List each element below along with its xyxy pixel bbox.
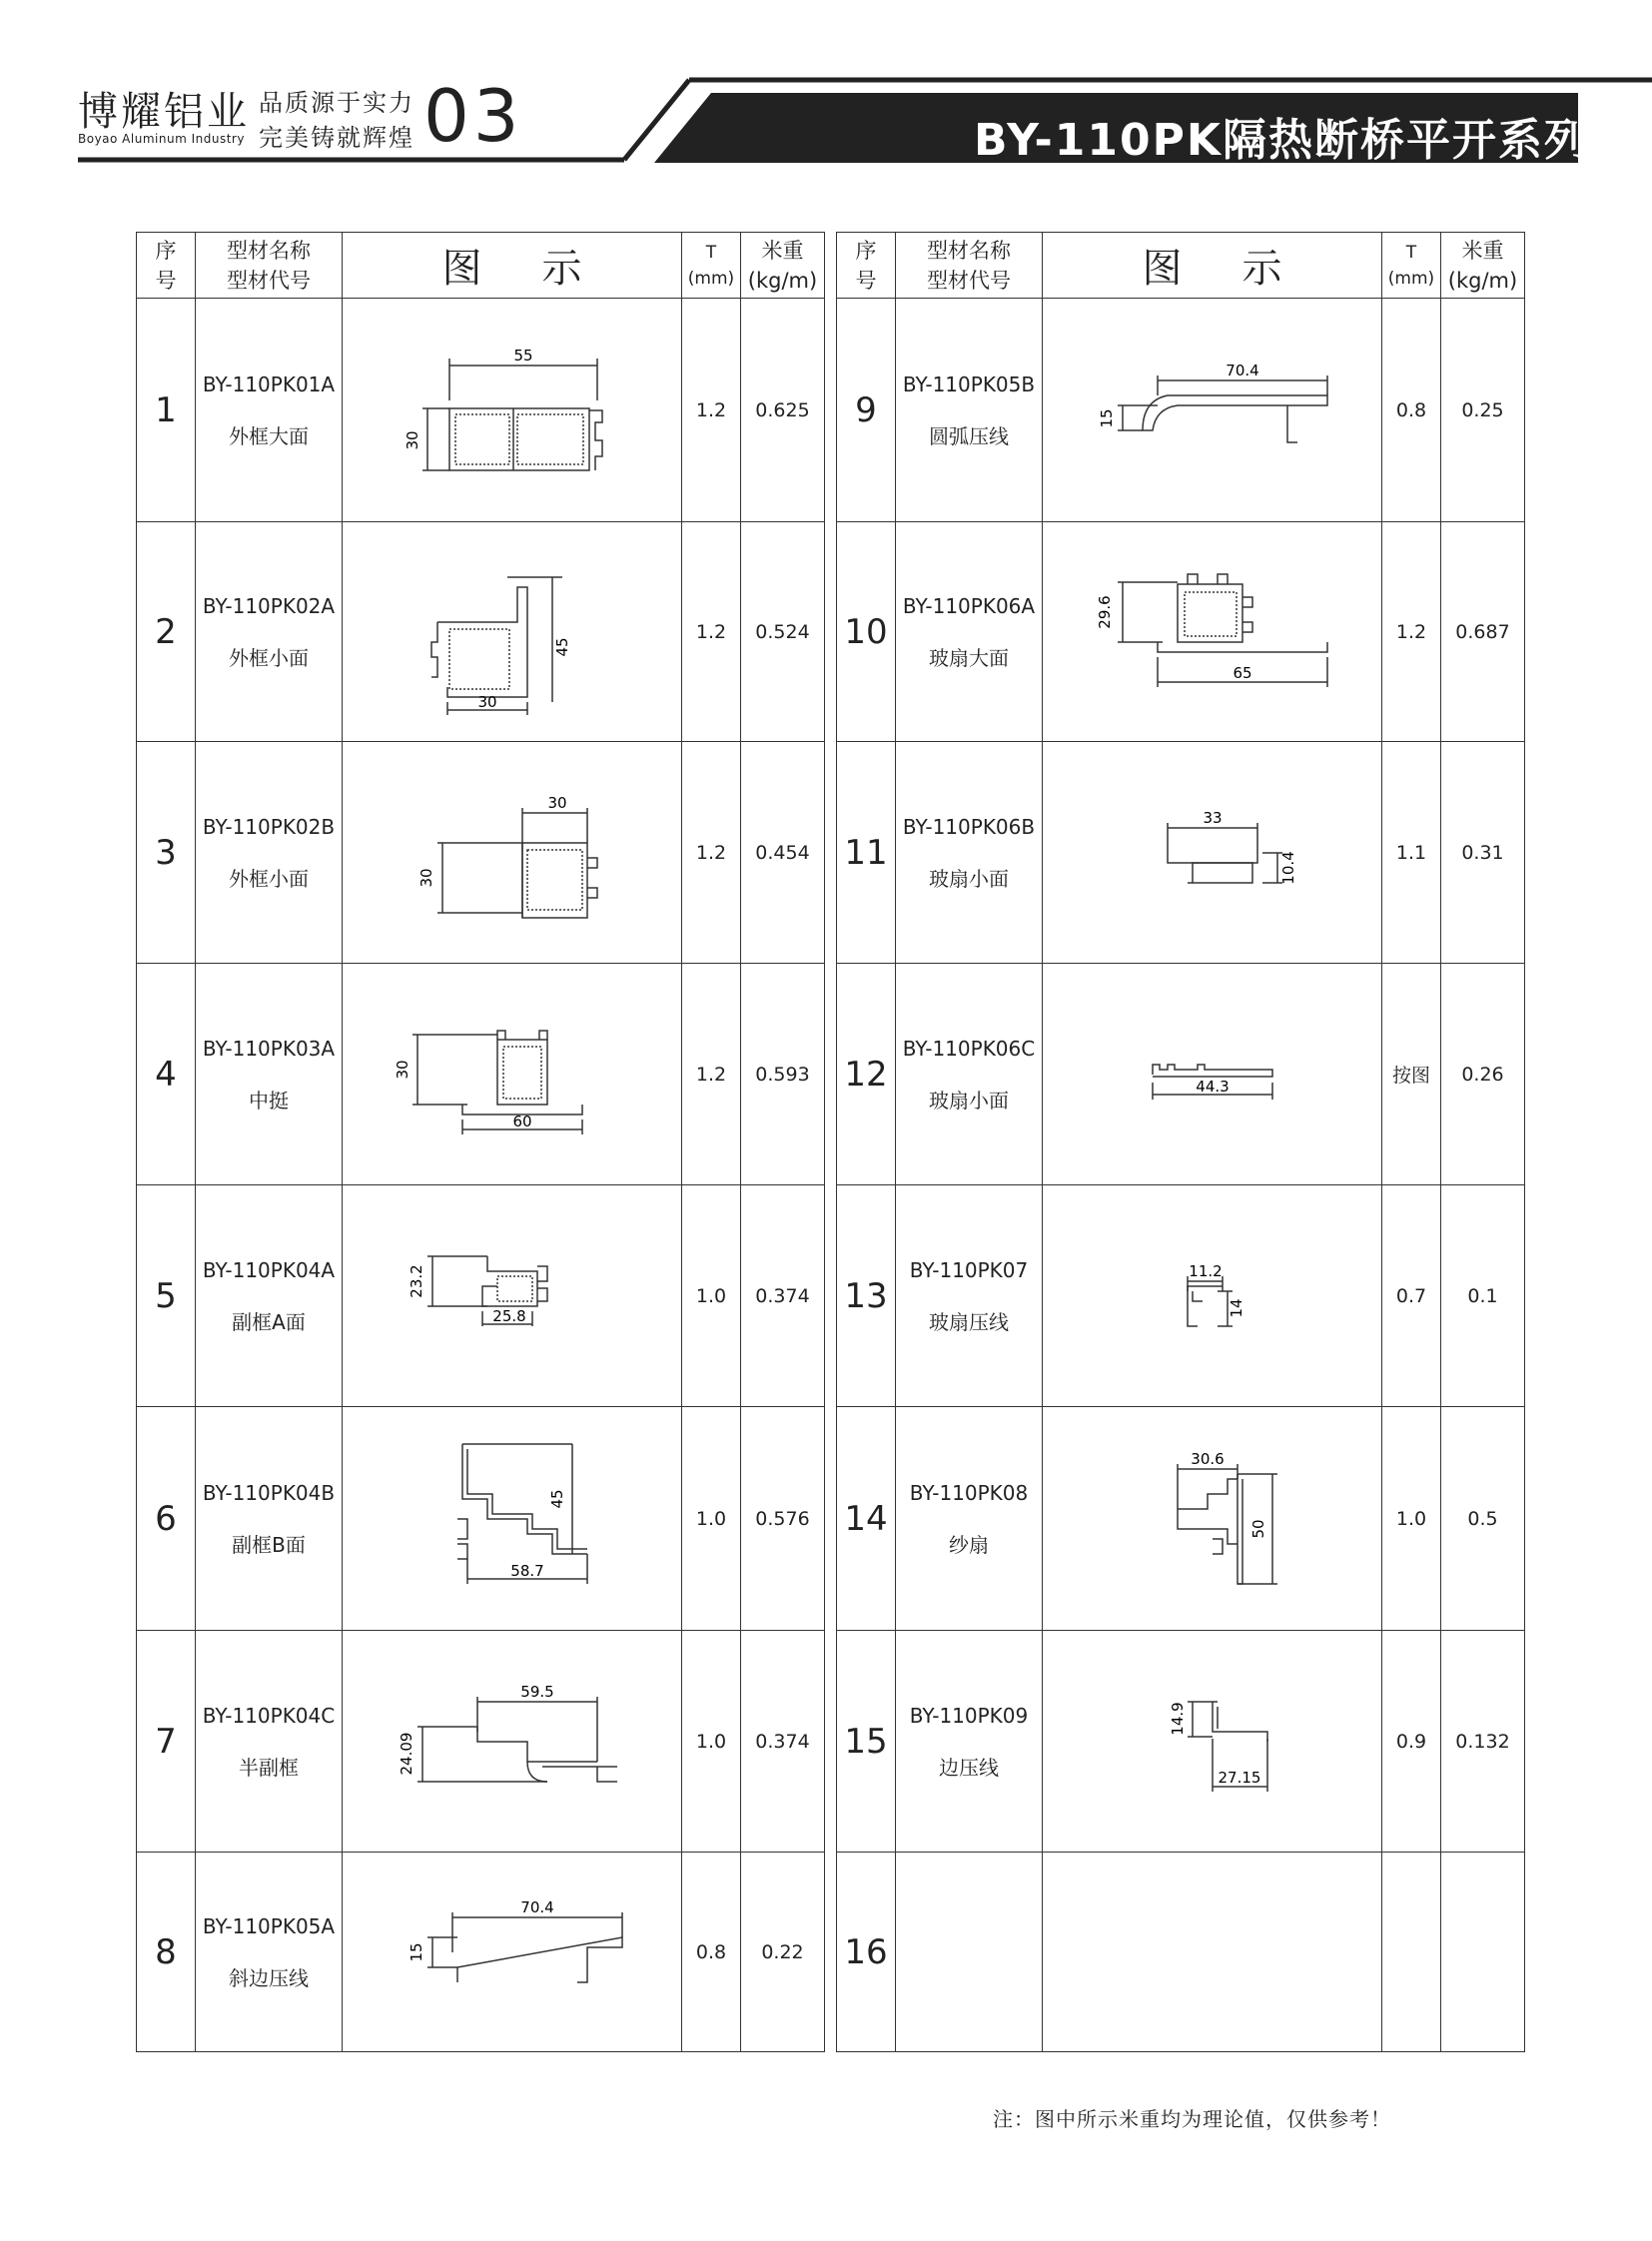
- weight-value: 0.374: [741, 1631, 825, 1853]
- profile-name: BY-110PK03A 中挺: [196, 964, 343, 1185]
- profile-diagram: [343, 1185, 682, 1407]
- table-row: [137, 742, 825, 964]
- svg-text:14.9: 14.9: [1168, 1701, 1187, 1736]
- thickness-value: 1.1: [1382, 742, 1441, 964]
- weight-value: 0.1: [1441, 1185, 1525, 1407]
- table-row: [137, 1631, 825, 1853]
- weight-value: [1441, 1853, 1525, 2052]
- profile-drawing: [388, 1429, 637, 1609]
- svg-text:14: 14: [1227, 1297, 1245, 1318]
- weight-value: 0.576: [741, 1407, 825, 1631]
- profile-drawing: [1088, 1246, 1337, 1346]
- thickness-value: [1382, 1853, 1441, 2052]
- profile-name: BY-110PK09 边压线: [896, 1631, 1043, 1853]
- svg-text:10.4: 10.4: [1278, 850, 1297, 885]
- table-row: [837, 299, 1525, 522]
- table-row: [137, 522, 825, 742]
- profile-name: [896, 1853, 1043, 2052]
- profile-table-right: [836, 232, 1525, 2052]
- thickness-value: 1.0: [682, 1185, 741, 1407]
- weight-value: 0.22: [741, 1853, 825, 2052]
- svg-text:58.7: 58.7: [509, 1561, 544, 1580]
- profile-diagram: [1043, 1407, 1382, 1631]
- profile-table-left: [136, 232, 825, 2052]
- slogan-line-1: 品质源于实力: [259, 89, 414, 117]
- weight-value: 0.31: [1441, 742, 1525, 964]
- series-title: BY-110PK隔热断桥平开系列: [974, 115, 1590, 166]
- thickness-value: 1.0: [682, 1407, 741, 1631]
- brand-name-en: Boyao Aluminum Industry: [78, 132, 245, 146]
- header-diagram: 图示: [1043, 233, 1382, 299]
- profile-diagram: [1043, 964, 1382, 1185]
- row-number: 13: [837, 1185, 896, 1407]
- header-name: 型材名称 型材代号: [196, 233, 343, 299]
- svg-text:15: 15: [407, 1941, 425, 1962]
- header-seq: 序 号: [137, 233, 196, 299]
- svg-text:11.2: 11.2: [1188, 1261, 1223, 1280]
- slogan-line-2: 完美铸就辉煌: [259, 124, 414, 152]
- table-row: [137, 1185, 825, 1407]
- profile-drawing: [388, 768, 637, 938]
- thickness-value: 按图: [1382, 964, 1441, 1185]
- profile-name: BY-110PK01A 外框大面: [196, 299, 343, 522]
- weight-value: 0.132: [1441, 1631, 1525, 1853]
- svg-text:23.2: 23.2: [407, 1263, 425, 1298]
- weight-value: 0.593: [741, 964, 825, 1185]
- thickness-value: 1.2: [1382, 522, 1441, 742]
- row-number: 6: [137, 1407, 196, 1631]
- thickness-value: 0.8: [682, 1853, 741, 2052]
- svg-text:50: 50: [1248, 1518, 1267, 1539]
- row-number: 2: [137, 522, 196, 742]
- profile-drawing: [1088, 1434, 1337, 1604]
- svg-text:24.09: 24.09: [397, 1732, 415, 1775]
- table-row: [137, 299, 825, 522]
- weight-value: 0.5: [1441, 1407, 1525, 1631]
- thickness-value: 0.7: [1382, 1185, 1441, 1407]
- profile-diagram: [343, 522, 682, 742]
- svg-text:27.15: 27.15: [1218, 1768, 1260, 1787]
- row-number: 10: [837, 522, 896, 742]
- page-number: 03: [423, 74, 523, 158]
- thickness-value: 0.9: [1382, 1631, 1441, 1853]
- weight-value: 0.625: [741, 299, 825, 522]
- profile-name: BY-110PK06C 玻扇小面: [896, 964, 1043, 1185]
- weight-value: 0.26: [1441, 964, 1525, 1185]
- profile-diagram: [1043, 742, 1382, 964]
- table-row: [837, 1407, 1525, 1631]
- profile-drawing: [1088, 798, 1337, 908]
- table-row: [137, 964, 825, 1185]
- profile-diagram: [343, 1853, 682, 2052]
- row-number: 5: [137, 1185, 196, 1407]
- svg-text:30: 30: [393, 1059, 412, 1080]
- profile-name: BY-110PK04B 副框B面: [196, 1407, 343, 1631]
- svg-text:55: 55: [512, 346, 533, 365]
- profile-name: BY-110PK06A 玻扇大面: [896, 522, 1043, 742]
- table-row: [837, 964, 1525, 1185]
- thickness-value: 1.2: [682, 742, 741, 964]
- svg-text:30: 30: [403, 429, 421, 450]
- profile-name: BY-110PK07 玻扇压线: [896, 1185, 1043, 1407]
- header-thickness: T (mm): [682, 233, 741, 299]
- profile-drawing: [1088, 552, 1337, 712]
- profile-diagram: [343, 299, 682, 522]
- svg-text:25.8: 25.8: [491, 1306, 526, 1325]
- table-header-row: [837, 233, 1525, 299]
- svg-text:30: 30: [476, 692, 497, 711]
- profile-diagram: [343, 1407, 682, 1631]
- weight-value: 0.687: [1441, 522, 1525, 742]
- row-number: 9: [837, 299, 896, 522]
- header-diagram: 图示: [343, 233, 682, 299]
- row-number: 12: [837, 964, 896, 1185]
- svg-text:70.4: 70.4: [519, 1897, 554, 1916]
- svg-text:15: 15: [1097, 407, 1116, 428]
- profile-diagram: [1043, 1853, 1382, 2052]
- table-row: [837, 1185, 1525, 1407]
- svg-text:30: 30: [416, 867, 435, 888]
- table-row: [837, 742, 1525, 964]
- header-name: 型材名称 型材代号: [896, 233, 1043, 299]
- svg-text:60: 60: [511, 1112, 532, 1130]
- profile-drawing: [1088, 1035, 1337, 1115]
- profile-name: BY-110PK08 纱扇: [896, 1407, 1043, 1631]
- svg-text:30.6: 30.6: [1190, 1449, 1225, 1468]
- profile-drawing: [388, 1226, 637, 1366]
- brand-name-cn: 博耀铝业: [78, 89, 250, 135]
- row-number: 8: [137, 1853, 196, 2052]
- profile-diagram: [1043, 522, 1382, 742]
- profile-diagram: [343, 964, 682, 1185]
- weight-value: 0.524: [741, 522, 825, 742]
- weight-value: 0.25: [1441, 299, 1525, 522]
- profile-name: BY-110PK05B 圆弧压线: [896, 299, 1043, 522]
- row-number: 1: [137, 299, 196, 522]
- profile-name: BY-110PK06B 玻扇小面: [896, 742, 1043, 964]
- profile-name: BY-110PK02A 外框小面: [196, 522, 343, 742]
- profile-diagram: [343, 742, 682, 964]
- table-header-row: [137, 233, 825, 299]
- row-number: 7: [137, 1631, 196, 1853]
- table-row: [837, 1853, 1525, 2052]
- header-thickness: T (mm): [1382, 233, 1441, 299]
- svg-text:33: 33: [1202, 808, 1223, 827]
- profile-drawing: [1088, 1667, 1337, 1817]
- profile-diagram: [343, 1631, 682, 1853]
- thickness-value: 1.0: [1382, 1407, 1441, 1631]
- weight-value: 0.374: [741, 1185, 825, 1407]
- row-number: 11: [837, 742, 896, 964]
- row-number: 4: [137, 964, 196, 1185]
- table-row: [137, 1407, 825, 1631]
- thickness-value: 1.2: [682, 299, 741, 522]
- svg-text:70.4: 70.4: [1225, 361, 1259, 379]
- profile-name: BY-110PK04C 半副框: [196, 1631, 343, 1853]
- profile-drawing: [388, 547, 637, 717]
- profile-drawing: [388, 995, 637, 1154]
- table-row: [837, 522, 1525, 742]
- row-number: 16: [837, 1853, 896, 2052]
- row-number: 3: [137, 742, 196, 964]
- table-row: [837, 1631, 1525, 1853]
- profile-diagram: [1043, 299, 1382, 522]
- footer-note: 注：图中所示米重均为理论值，仅供参考！: [993, 2107, 1391, 2131]
- thickness-value: 1.0: [682, 1631, 741, 1853]
- profile-drawing: [388, 331, 637, 490]
- svg-text:29.6: 29.6: [1095, 594, 1114, 629]
- profile-drawing: [388, 1672, 637, 1812]
- profile-name: BY-110PK04A 副框A面: [196, 1185, 343, 1407]
- header-weight: 米重 (kg/m): [741, 233, 825, 299]
- header-seq: 序 号: [837, 233, 896, 299]
- thickness-value: 1.2: [682, 522, 741, 742]
- svg-text:44.3: 44.3: [1195, 1077, 1230, 1096]
- profile-drawing: [388, 1892, 637, 2012]
- profile-name: BY-110PK02B 外框小面: [196, 742, 343, 964]
- profile-diagram: [1043, 1631, 1382, 1853]
- thickness-value: 1.2: [682, 964, 741, 1185]
- header-weight: 米重 (kg/m): [1441, 233, 1525, 299]
- weight-value: 0.454: [741, 742, 825, 964]
- profile-diagram: [1043, 1185, 1382, 1407]
- table-row: [137, 1853, 825, 2052]
- row-number: 15: [837, 1631, 896, 1853]
- row-number: 14: [837, 1407, 896, 1631]
- svg-text:59.5: 59.5: [519, 1682, 554, 1701]
- svg-text:30: 30: [546, 793, 567, 812]
- profile-name: BY-110PK05A 斜边压线: [196, 1853, 343, 2052]
- svg-text:65: 65: [1232, 663, 1252, 682]
- profile-drawing: [1088, 351, 1337, 470]
- thickness-value: 0.8: [1382, 299, 1441, 522]
- svg-text:45: 45: [547, 1488, 566, 1509]
- svg-text:45: 45: [552, 636, 571, 657]
